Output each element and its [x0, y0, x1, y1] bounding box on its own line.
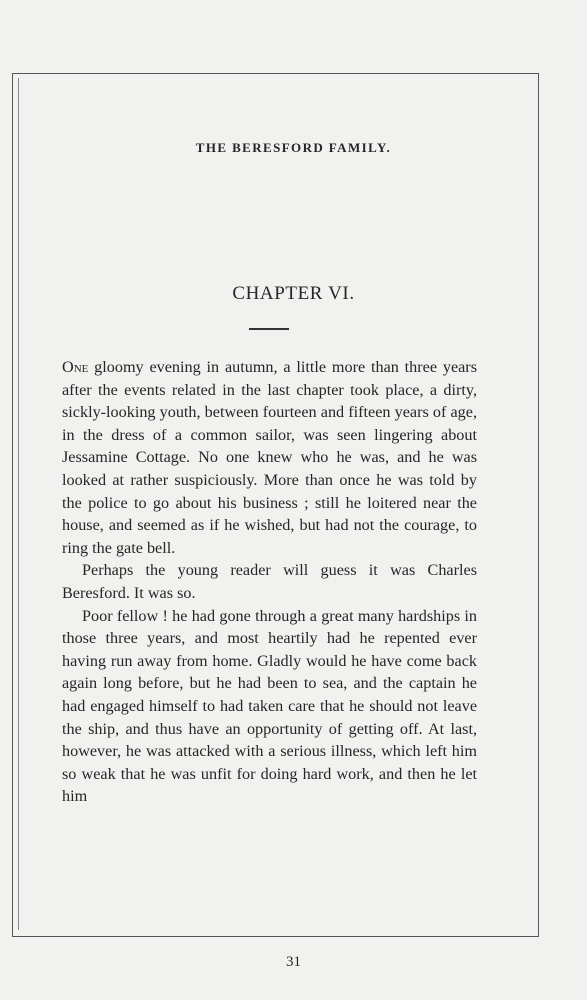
paragraph-1-text: gloomy evening in autumn, a little more than three years after the events related in the last chapter took place, a dirty, sickly-looking youth, between fourteen and fifteen years of age, in the dress of a common sailor, was seen lingering about Jessamine Cottage. No one knew who he was, and he was looked at rather suspiciously. More than once he was told by the police to go about his business ; still he loitered near the house, and seemed as if he wished, but had not the courage, to ring the gate bell. — [62, 358, 477, 557]
chapter-title: CHAPTER VI. — [232, 283, 355, 304]
paragraph-3: Poor fellow ! he had gone through a great many hardships in those three years, and most heartily had he repented ever having run away from home. Gladly would he have come back again long before, but he had been to sea, and the captain he had engaged himself to had taken care that he should not leave the ship, and thus have an opportunity of getting off. At last, however, he was attacked with a serious illness, which left him so weak that he was unfit for doing hard work, and then he let him — [62, 606, 477, 806]
page-number: 31 — [286, 954, 301, 970]
chapter-rule — [249, 328, 289, 330]
paragraph-2: Perhaps the young reader will guess it was Charles Beresford. It was so. — [62, 561, 477, 602]
paragraph-1 — [62, 356, 477, 559]
paragraph-1-lead: One — [62, 358, 89, 376]
page-border-inner-line — [18, 78, 19, 930]
running-head: THE BERESFORD FAMILY. — [195, 140, 392, 155]
body-text — [62, 356, 477, 808]
